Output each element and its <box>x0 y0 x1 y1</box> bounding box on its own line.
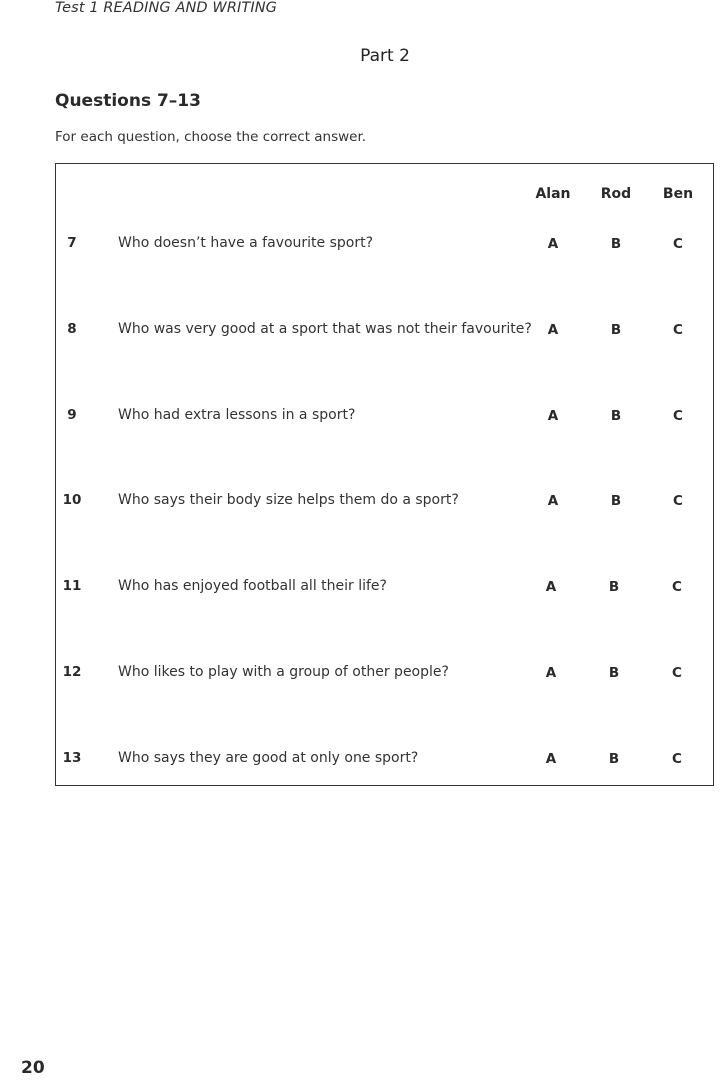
instruction-text: For each question, choose the correct answer. <box>55 129 367 145</box>
questions-heading: Questions 7–13 <box>55 91 201 111</box>
question-number: 11 <box>62 578 82 594</box>
question-text: Who says they are good at only one sport? <box>118 750 419 766</box>
page-number: 20 <box>21 1058 45 1078</box>
option-a[interactable]: A <box>547 493 559 509</box>
option-c[interactable]: C <box>672 579 682 595</box>
option-b[interactable]: B <box>610 236 622 252</box>
option-c[interactable]: C <box>672 751 682 767</box>
question-number: 7 <box>67 235 77 251</box>
part-title: Part 2 <box>360 46 410 66</box>
question-text: Who likes to play with a group of other people? <box>118 664 449 680</box>
option-b[interactable]: B <box>610 493 622 509</box>
question-row <box>55 664 714 686</box>
column-header-alan: Alan <box>535 186 571 202</box>
option-a[interactable]: A <box>547 408 559 424</box>
question-text: Who doesn’t have a favourite sport? <box>118 235 374 251</box>
running-head: Test 1 READING AND WRITING <box>55 0 278 16</box>
question-number: 8 <box>67 321 77 337</box>
option-b[interactable]: B <box>608 751 620 767</box>
option-a[interactable]: A <box>545 665 557 681</box>
question-number: 9 <box>67 407 77 423</box>
question-row <box>55 750 714 772</box>
option-b[interactable]: B <box>608 665 620 681</box>
question-text: Who had extra lessons in a sport? <box>118 407 356 423</box>
question-row <box>55 407 714 429</box>
option-c[interactable]: C <box>673 236 683 252</box>
option-a[interactable]: A <box>545 751 557 767</box>
option-c[interactable]: C <box>673 408 683 424</box>
question-text: Who was very good at a sport that was not their favourite? <box>118 321 532 337</box>
question-row <box>55 578 714 600</box>
column-header-rod: Rod <box>600 186 632 202</box>
question-number: 12 <box>62 664 82 680</box>
option-b[interactable]: B <box>610 322 622 338</box>
question-number: 13 <box>62 750 82 766</box>
option-a[interactable]: A <box>545 579 557 595</box>
option-b[interactable]: B <box>608 579 620 595</box>
column-header-ben: Ben <box>662 186 694 202</box>
question-text: Who has enjoyed football all their life? <box>118 578 387 594</box>
option-a[interactable]: A <box>547 322 559 338</box>
question-text: Who says their body size helps them do a sport? <box>118 492 459 508</box>
option-c[interactable]: C <box>673 493 683 509</box>
question-row <box>55 235 714 257</box>
question-row <box>55 321 714 343</box>
question-number: 10 <box>62 492 82 508</box>
option-c[interactable]: C <box>673 322 683 338</box>
option-c[interactable]: C <box>672 665 682 681</box>
question-row <box>55 492 714 514</box>
option-a[interactable]: A <box>547 236 559 252</box>
option-b[interactable]: B <box>610 408 622 424</box>
